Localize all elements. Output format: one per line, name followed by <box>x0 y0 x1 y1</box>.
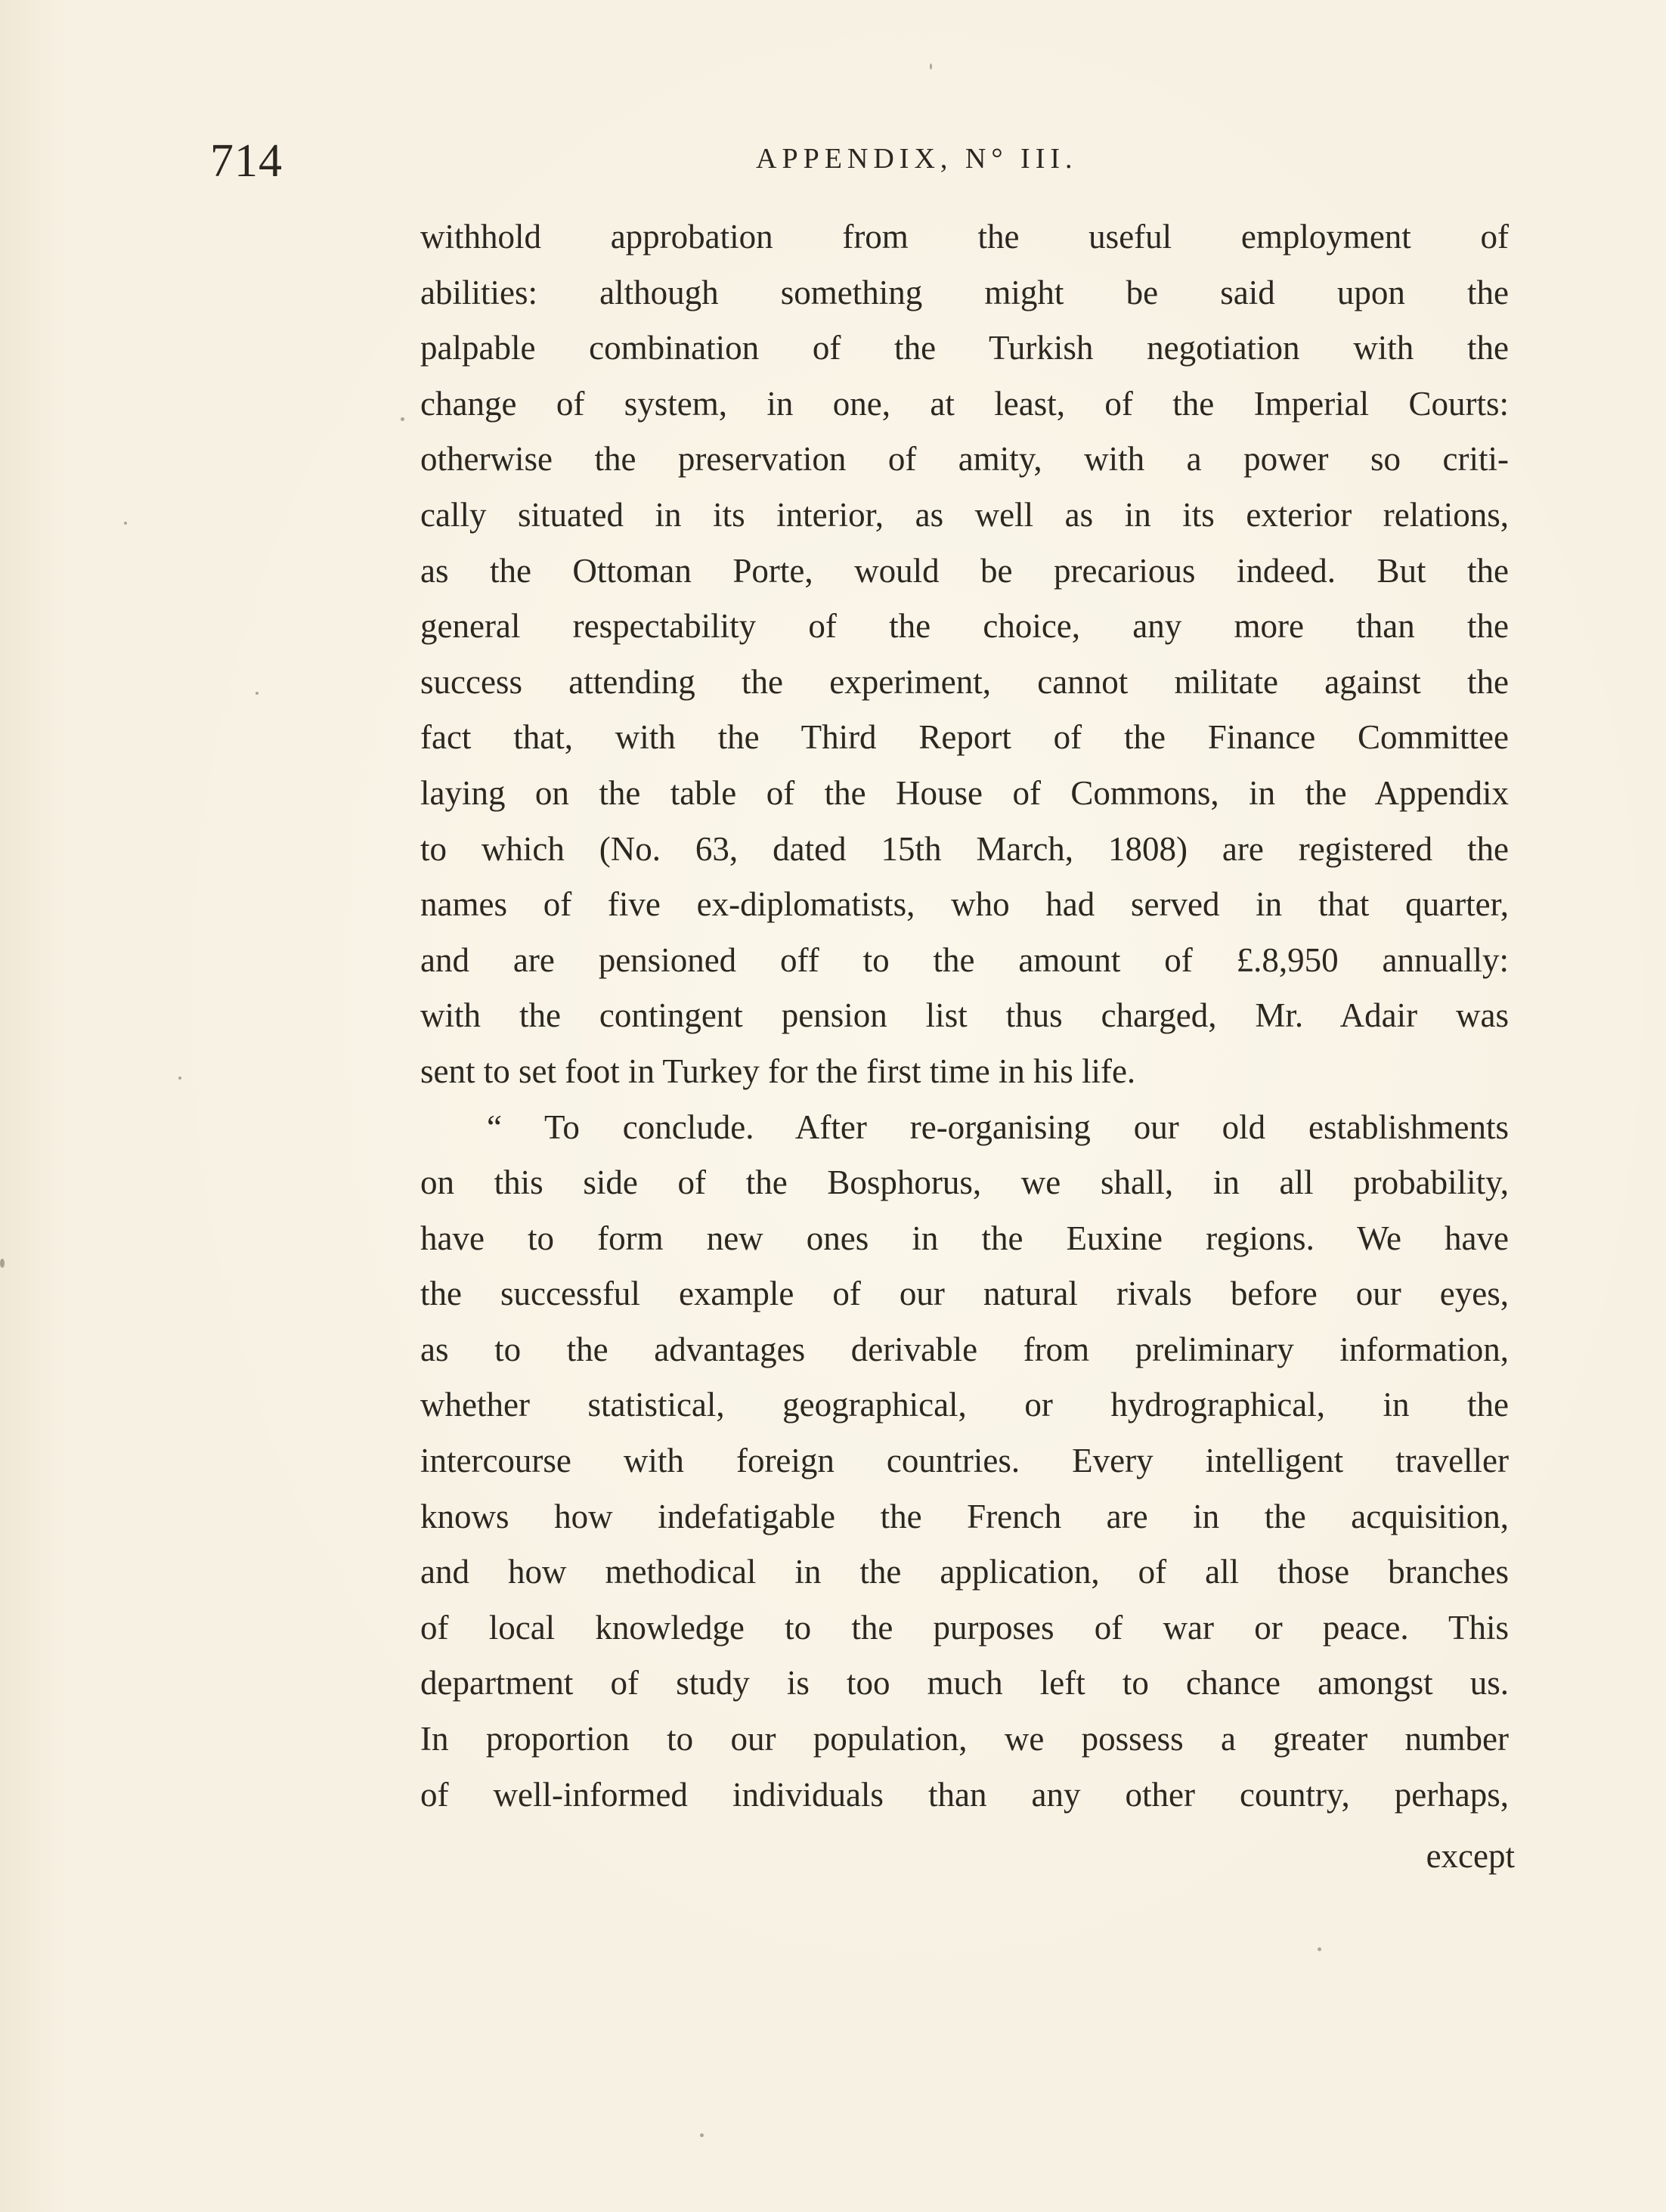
text-line: In proportion to our population, we possess a greater number <box>420 1720 1509 1758</box>
text-line: of well-informed individuals than any other country, perhaps, <box>420 1775 1509 1814</box>
paper-speck <box>0 1259 5 1268</box>
paper-speck <box>1318 1947 1321 1951</box>
body-text <box>420 209 1509 1823</box>
paper-speck <box>124 522 127 525</box>
text-line: department of study is too much left to chance amongst us. <box>420 1664 1509 1702</box>
text-line: knows how indefatigable the French are in the acquisition, <box>420 1497 1509 1535</box>
text-line: whether statistical, geographical, or hydrographical, in the <box>420 1386 1509 1424</box>
text-line: on this side of the Bosphorus, we shall, in all probability, <box>420 1163 1509 1202</box>
text-line: change of system, in one, at least, of the Imperial Courts: <box>420 384 1509 423</box>
text-line: cally situated in its interior, as well as in its exterior relations, <box>420 495 1509 534</box>
text-line: names of five ex-diplomatists, who had served in that quarter, <box>420 885 1509 924</box>
paper-speck <box>700 2133 704 2137</box>
text-line: withhold approbation from the useful employment of <box>420 218 1509 256</box>
text-line: and how methodical in the application, of all those branches <box>420 1553 1509 1591</box>
text-line: as the Ottoman Porte, would be precarious indeed. But the <box>420 551 1509 590</box>
text-line: otherwise the preservation of amity, with a power so criti- <box>420 440 1509 479</box>
text-line: of local knowledge to the purposes of war or peace. This <box>420 1608 1509 1647</box>
catchword: except <box>1426 1837 1515 1875</box>
text-line: with the contingent pension list thus charged, Mr. Adair was <box>420 996 1509 1035</box>
text-line: fact that, with the Third Report of the Finance Committee <box>420 718 1509 757</box>
page-number: 714 <box>210 135 283 187</box>
paper-speck <box>255 692 259 695</box>
running-head: APPENDIX, N° III. <box>756 143 1078 175</box>
text-line: as to the advantages derivable from preliminary information, <box>420 1330 1509 1368</box>
text-line: the successful example of our natural rivals before our eyes, <box>420 1275 1509 1313</box>
text-line: abilities: although something might be said upon the <box>420 273 1509 311</box>
text-line: palpable combination of the Turkish negotiation with the <box>420 329 1509 367</box>
text-line: laying on the table of the House of Commons, in the Appendix <box>420 773 1509 812</box>
text-line: and are pensioned off to the amount of £.8,950 annually: <box>420 940 1509 979</box>
text-line: to which (No. 63, dated 15th March, 1808) are registered the <box>420 829 1509 868</box>
paragraph-last-line: sent to set foot in Turkey for the first time in his life. <box>420 1052 1136 1090</box>
text-line: have to form new ones in the Euxine regions. We have <box>420 1219 1509 1257</box>
text-line: success attending the experiment, cannot militate against the <box>420 662 1509 701</box>
paper-speck <box>401 417 404 421</box>
text-line: intercourse with foreign countries. Every intelligent traveller <box>420 1442 1509 1480</box>
paper-speck <box>930 64 932 70</box>
paragraph-first-line: “ To conclude. After re-organising our old establishments <box>487 1108 1509 1146</box>
paper-speck <box>178 1077 181 1080</box>
text-line: general respectability of the choice, any more than the <box>420 607 1509 646</box>
